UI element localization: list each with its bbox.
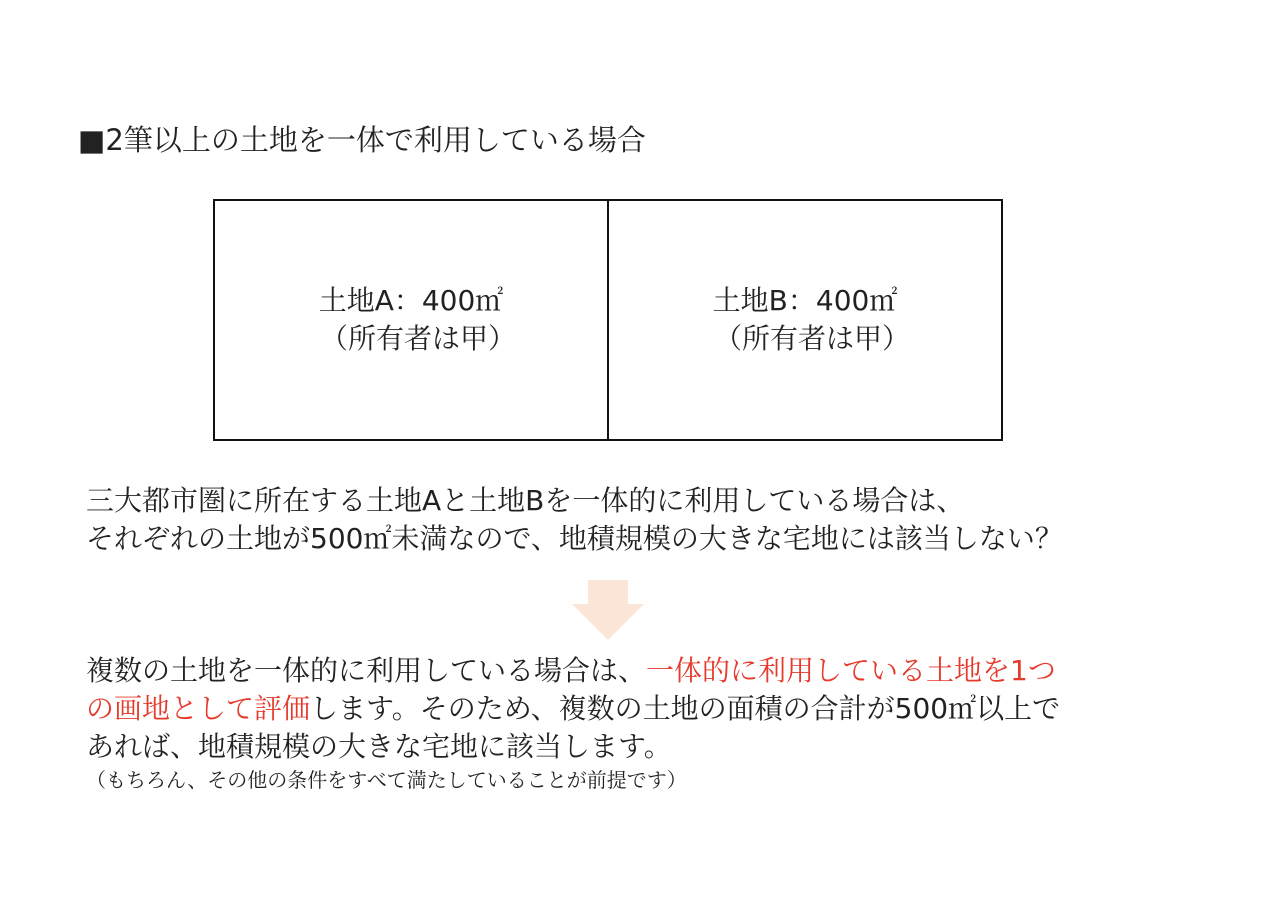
parcel-a-name: 土地A：400㎡	[318, 284, 504, 317]
down-arrow-icon	[572, 580, 644, 640]
answer-line-2	[86, 690, 1060, 728]
answer-line-1-highlight: 一体的に利用している土地を1つ	[646, 654, 1056, 687]
down-arrow-shape	[572, 580, 644, 640]
answer-line-1	[86, 652, 1060, 690]
footnote: （もちろん、その他の条件をすべて満たしていることが前提です）	[86, 768, 687, 792]
parcel-b-owner: （所有者は甲）	[713, 322, 910, 355]
question-text	[86, 482, 1063, 558]
parcel-b	[607, 201, 1001, 439]
answer-line-2-highlight: の画地として評価	[86, 692, 311, 725]
page-title: ■2筆以上の土地を一体で利用している場合	[78, 123, 646, 157]
parcel-a-owner: （所有者は甲）	[319, 322, 516, 355]
question-line-2: それぞれの土地が500㎡未満なので、地積規模の大きな宅地には該当しない？	[86, 522, 1063, 555]
parcel-b-name: 土地B：400㎡	[712, 284, 898, 317]
question-line-1: 三大都市圏に所在する土地Aと土地Bを一体的に利用している場合は、	[86, 484, 965, 517]
answer-line-3: あれば、地積規模の大きな宅地に該当します。	[86, 730, 672, 763]
answer-line-1-plain: 複数の土地を一体的に利用している場合は、	[86, 654, 647, 687]
parcel-a	[215, 201, 607, 439]
answer-text	[86, 652, 1060, 766]
answer-line-2-plain: します。そのため、複数の土地の面積の合計が500㎡以上で	[310, 692, 1061, 725]
land-diagram	[213, 199, 1003, 441]
